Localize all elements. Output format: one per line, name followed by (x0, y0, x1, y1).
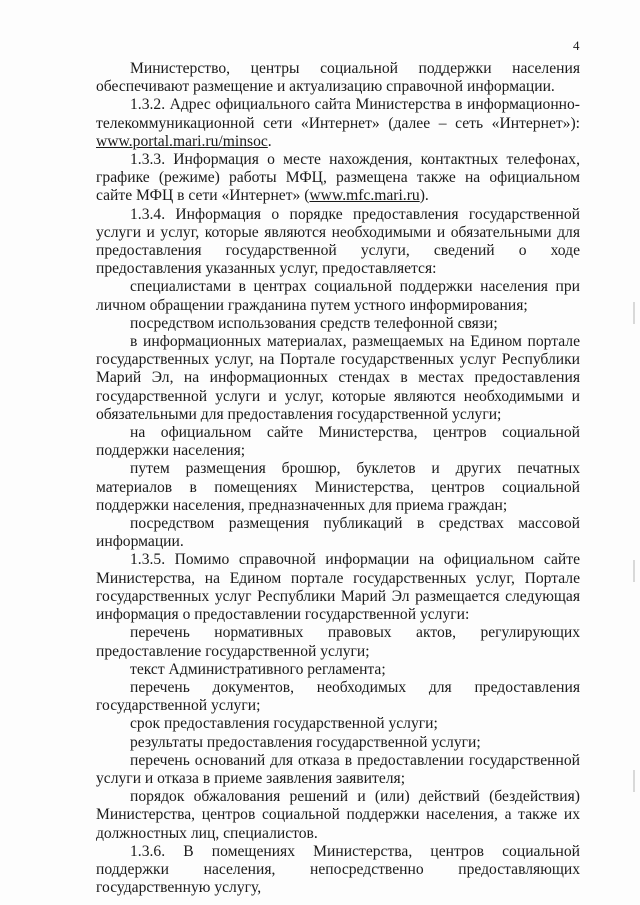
scan-edge-mark (633, 302, 635, 324)
list-item: перечень нормативных правовых актов, регулирующих предоставление государственной услуги; (96, 624, 580, 660)
paragraph-1-3-2 (96, 96, 580, 151)
page-number: 4 (573, 38, 580, 53)
list-item: текст Административного регламента; (130, 660, 386, 678)
paragraph-text-end: . (267, 132, 272, 150)
scan-edge-mark (633, 770, 635, 792)
paragraph-text: 1.3.2. Адрес официального сайта Министерства в информационно-телекоммуникационной сети «Интернет» (далее – сеть «Интернет»): (96, 96, 580, 132)
paragraph-1-3-3 (96, 151, 580, 206)
list-item: результаты предоставления государственной услуги; (130, 733, 481, 751)
paragraph-1-3-5: 1.3.5. Помимо справочной информации на официальном сайте Министерства, на Едином портале государственных услуг, Портале государственных услуг Республики Марий Эл размещается следующая информация о предоставлении государственной услуги: (96, 551, 580, 624)
list-item: перечень документов, необходимых для предоставления государственной услуги; (96, 678, 580, 715)
document-body (96, 60, 580, 897)
list-item: специалистами в центрах социальной поддержки населения при личном обращении гражданина путем устного информирования; (96, 278, 580, 314)
list-item: путем размещения брошюр, буклетов и других печатных материалов в помещениях Министерства, центров социальной поддержки населения, предназначенных для приема граждан; (96, 460, 580, 514)
ministry-site-link[interactable]: www.portal.mari.ru/minsoc (96, 132, 268, 150)
paragraph-text-end: ). (419, 187, 429, 205)
list-item: на официальном сайте Министерства, центров социальной поддержки населения; (96, 424, 580, 460)
paragraph-1-3-6: 1.3.6. В помещениях Министерства, центров социальной поддержки населения, непосредственно предоставляющих государственную услугу, (96, 842, 580, 897)
list-item: в информационных материалах, размещаемых на Едином портале государственных услуг, на Портале государственных услуг Республики Марий Эл, на информационных стендах в местах предоставления государственной услуги и услуг, которые являются необходимыми и обязательными для предоставления государственной услуги; (96, 333, 580, 423)
paragraph-intro: Министерство, центры социальной поддержки населения обеспечивают размещение и актуализацию справочной информации. (96, 60, 580, 96)
list-item: порядок обжалования решений и (или) действий (бездействия) Министерства, центров социальной поддержки населения, а также их должностных лиц, специалистов. (96, 788, 580, 842)
mfc-site-link[interactable]: www.mfc.mari.ru (309, 187, 420, 205)
paragraph-1-3-4: 1.3.4. Информация о порядке предоставления государственной услуги и услуг, которые являются необходимыми и обязательными для предоставления государственной услуги, сведений о ходе предоставления указанных услуг, предоставляется: (96, 205, 580, 278)
list-item: посредством использования средств телефонной связи; (130, 314, 498, 332)
scan-edge-mark (633, 560, 635, 582)
list-item: срок предоставления государственной услуги; (130, 715, 438, 733)
list-item: посредством размещения публикаций в средствах массовой информации. (96, 515, 580, 551)
list-item: перечень оснований для отказа в предоставлении государственной услуги и отказа в приеме заявления заявителя; (96, 751, 580, 787)
paragraph-text: 1.3.3. Информация о месте нахождения, контактных телефонах, графике (режиме) работы МФЦ, размещена также на официальном сайте МФЦ в сети «Интернет» ( (96, 151, 580, 205)
